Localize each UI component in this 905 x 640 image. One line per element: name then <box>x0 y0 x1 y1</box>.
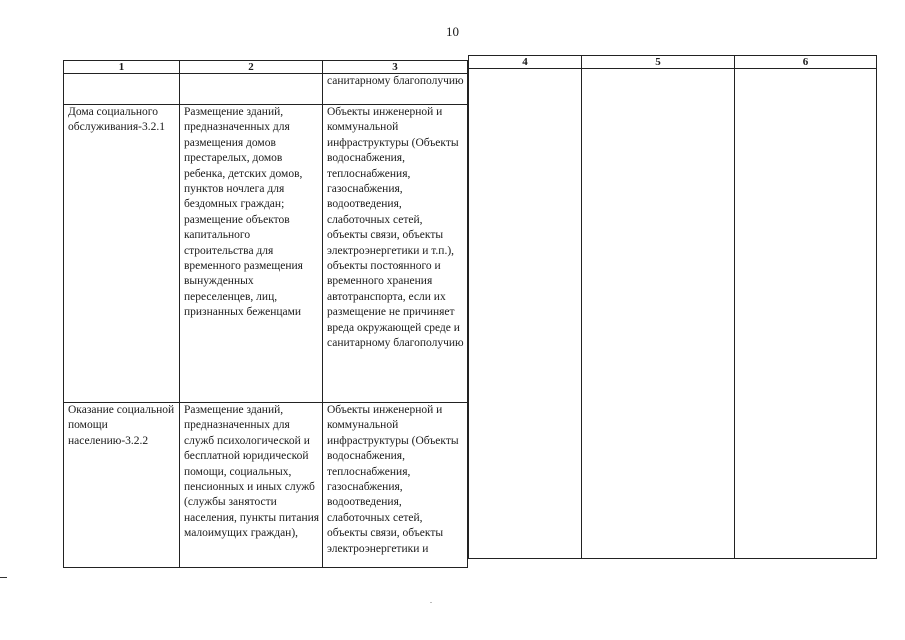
page-number: 10 <box>446 24 459 39</box>
cell-use-type <box>64 74 180 105</box>
cell-description <box>180 74 323 105</box>
cell-use-type: Оказание социальной помощи населению-3.2.2 <box>64 403 180 568</box>
table-row <box>64 74 468 105</box>
header-col-2: 2 <box>180 61 323 74</box>
cell-auxiliary-use: Объекты инженерной и коммунальной инфраструктуры (Объекты водоснабжения, теплоснабжения, газоснабжения, водоотведения, слаботочных сетей, объекты связи, объекты электроэнергетики и <box>323 403 468 568</box>
cell-col-5 <box>582 69 735 559</box>
scan-speck <box>430 602 432 603</box>
regulation-table-right <box>468 55 877 559</box>
cell-description: Размещение зданий, предназначенных для служб психологической и бесплатной юридической помощи, социальных, пенсионных и иных служб (службы занятости населения, пункты питания малоимущих граждан), <box>180 403 323 568</box>
header-col-6: 6 <box>735 56 877 69</box>
table-row <box>469 69 877 559</box>
cell-col-4 <box>469 69 582 559</box>
cell-auxiliary-use: Объекты инженерной и коммунальной инфраструктуры (Объекты водоснабжения, теплоснабжения, газоснабжения, водоотведения, слаботочных сетей, объекты связи, объекты электроэнергетики и т.п.), объекты постоянного и временного хранения автотранспорта, если их размещение не причиняет вреда окружающей среде и санитарному благополучию <box>323 105 468 403</box>
table-row <box>64 403 468 568</box>
margin-mark <box>0 577 7 578</box>
cell-description: Размещение зданий, предназначенных для размещения домов престарелых, домов ребенка, детских домов, пунктов ночлега для бездомных граждан; размещение объектов капитального строительства для временного размещения вынужденных переселенцев, лиц, признанных беженцами <box>180 105 323 403</box>
cell-col-6 <box>735 69 877 559</box>
header-col-3: 3 <box>323 61 468 74</box>
header-col-5: 5 <box>582 56 735 69</box>
regulation-table-left <box>63 60 468 568</box>
table-row <box>64 105 468 403</box>
header-col-1: 1 <box>64 61 180 74</box>
cell-auxiliary-use: санитарному благополучию <box>323 74 468 105</box>
header-col-4: 4 <box>469 56 582 69</box>
header-row <box>64 61 468 74</box>
header-row <box>469 56 877 69</box>
cell-use-type: Дома социального обслуживания-3.2.1 <box>64 105 180 403</box>
